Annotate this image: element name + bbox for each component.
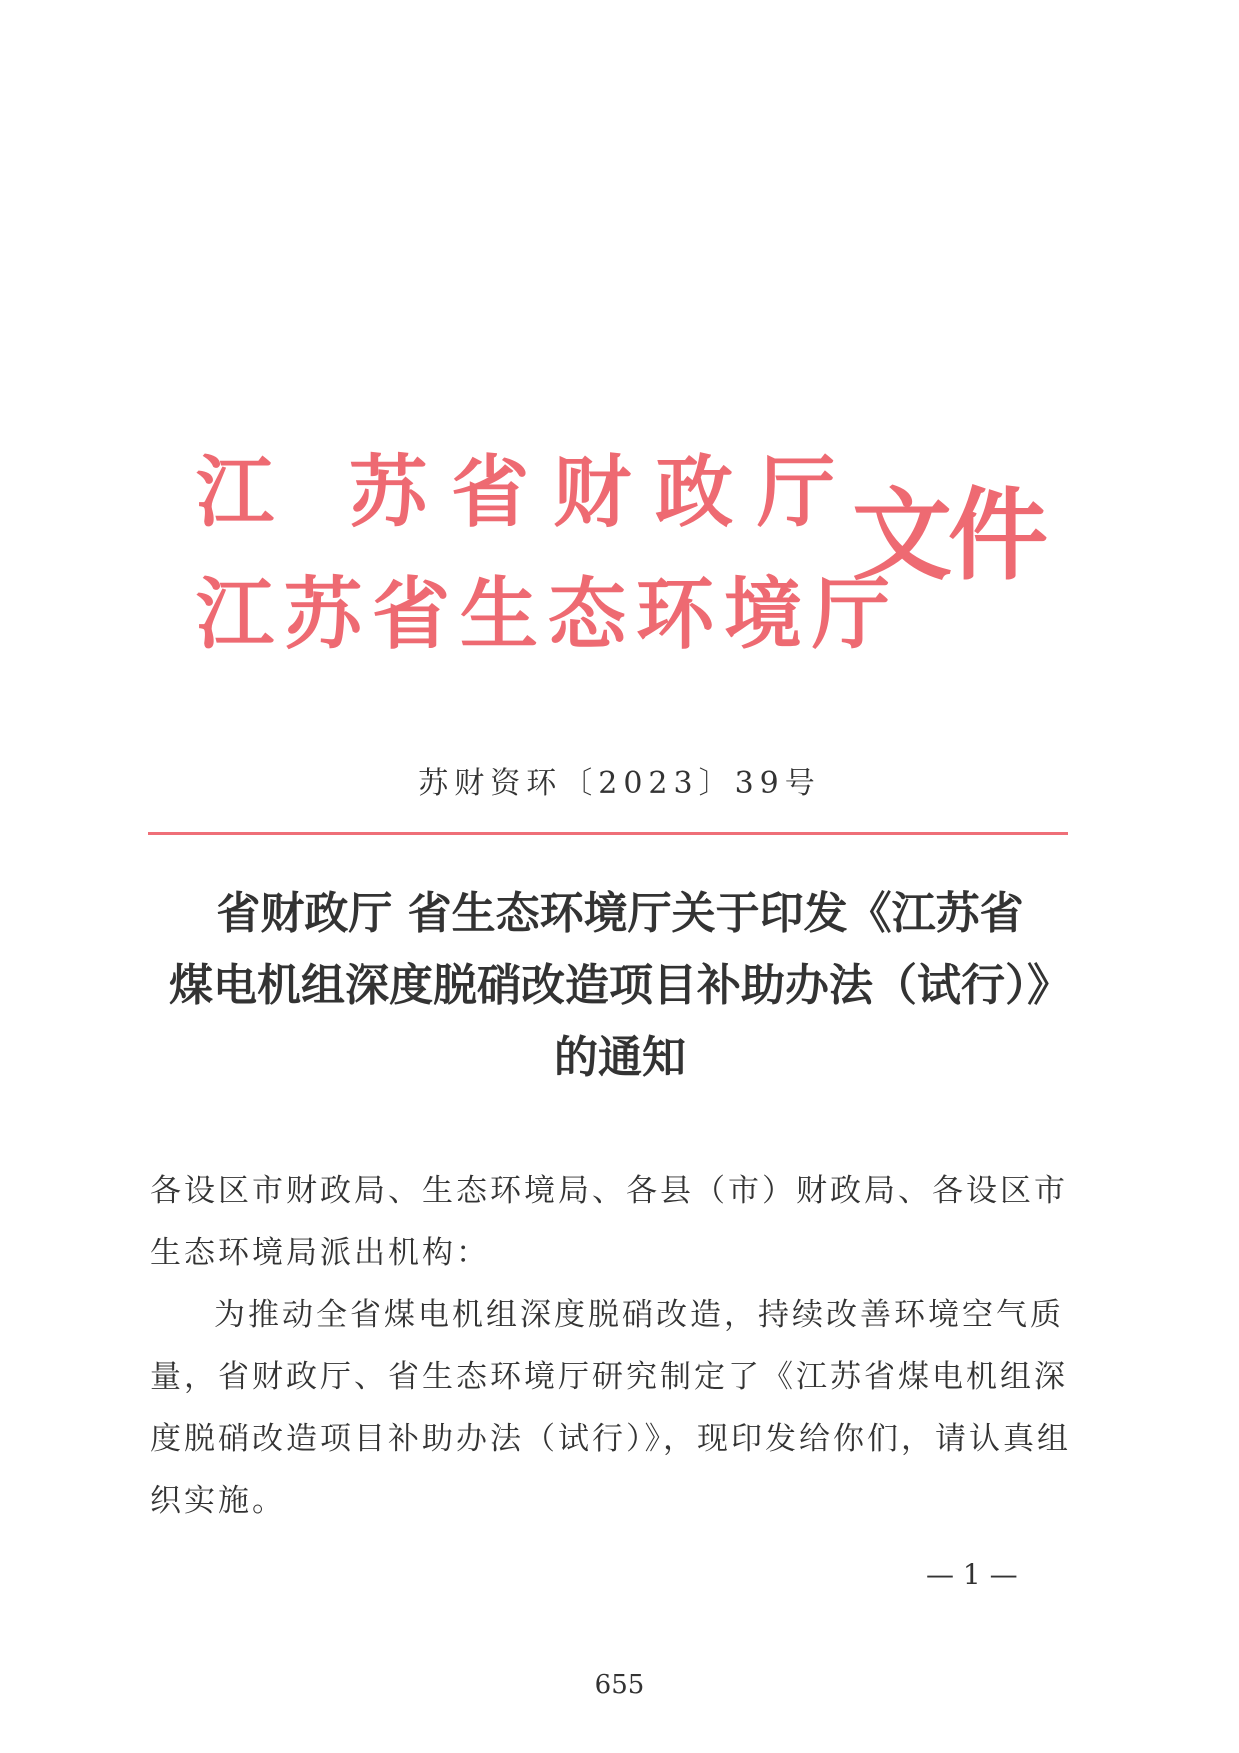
document-body — [150, 1160, 1080, 1532]
issuer-ecology-department: 江苏省生态环境厅 — [196, 570, 901, 660]
issuer-finance-department: 江 苏省财政厅 — [196, 448, 860, 538]
red-separator-line — [148, 832, 1068, 835]
title-line-1: 省财政厅 省生态环境厅关于印发《江苏省 — [216, 888, 1024, 939]
title-line-2: 煤电机组深度脱硝改造项目补助办法（试行）》 — [169, 960, 1071, 1011]
archive-page-number: 655 — [594, 1670, 645, 1700]
document-title — [140, 878, 1100, 1094]
addressee: 各设区市财政局、生态环境局、各县（市）财政局、各设区市生态环境局派出机构： — [150, 1173, 1068, 1271]
masthead — [0, 0, 1239, 700]
document-number: 苏财资环〔2023〕39号 — [418, 766, 821, 801]
body-paragraph: 为推动全省煤电机组深度脱硝改造，持续改善环境空气质量，省财政厅、省生态环境厅研究制定了《江苏省煤电机组深度脱硝改造项目补助办法（试行）》，现印发给你们，请认真组织实施。 — [150, 1297, 1071, 1519]
page-number: — 1 — — [926, 1558, 1018, 1591]
document-word: 文件 — [852, 477, 1044, 594]
title-line-3: 的通知 — [554, 1032, 686, 1083]
